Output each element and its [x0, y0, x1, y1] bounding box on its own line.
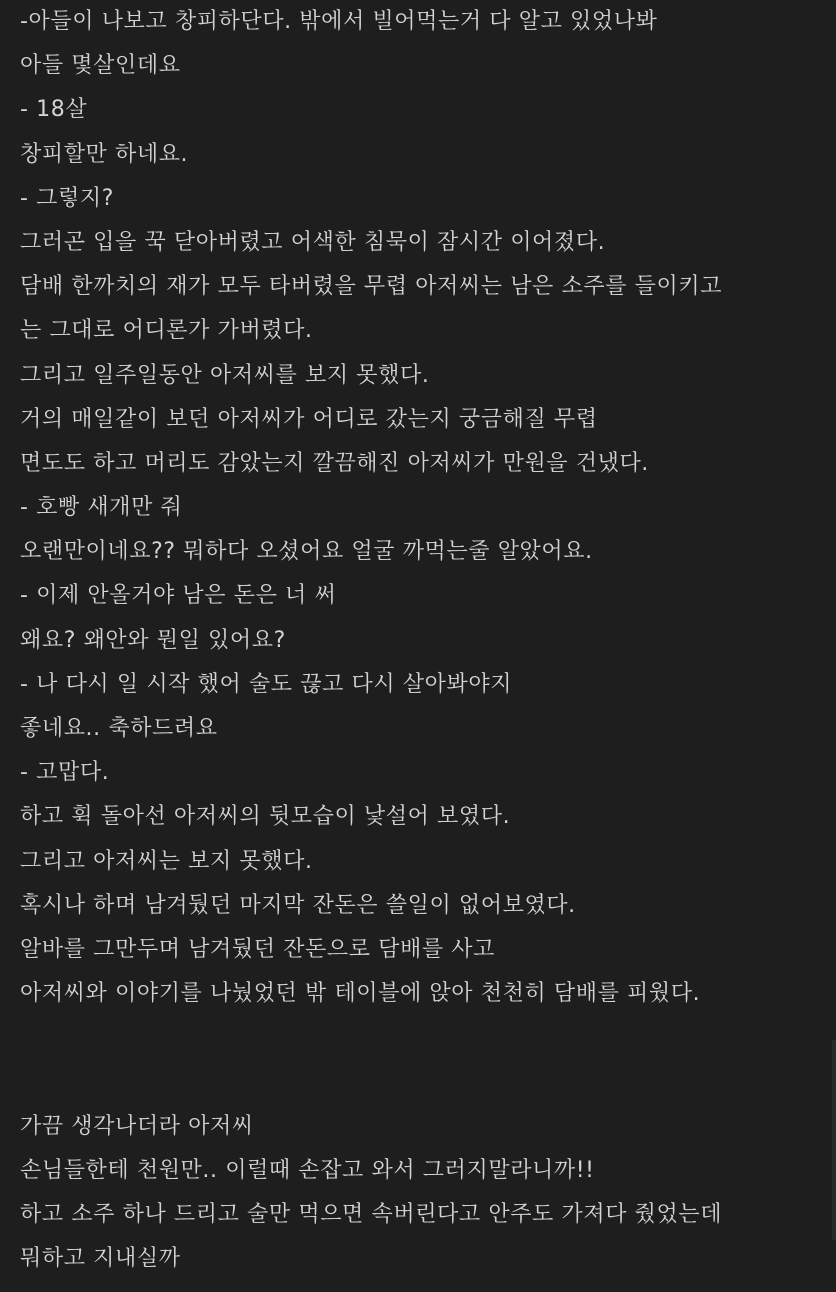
text-line: 가끔 생각나더라 아저씨 [20, 1113, 254, 1139]
text-line: - 호빵 새개만 줘 [20, 495, 183, 521]
text-line: 창피할만 하네요. [20, 141, 189, 167]
paragraph-gap [20, 1016, 830, 1104]
scrollbar-edge [832, 1040, 836, 1240]
text-line: 는 그대로 어디론가 가버렸다. [20, 318, 313, 344]
story-text [20, 0, 830, 1281]
text-line: 뭐하고 지내실까 [20, 1246, 181, 1272]
text-line: - 나 다시 일 시작 했어 술도 끊고 다시 살아봐야지 [20, 671, 513, 697]
text-line: 아들 몇살인데요 [20, 53, 181, 79]
text-line: -아들이 나보고 창피하단다. 밖에서 빌어먹는거 다 알고 있었나봐 [20, 9, 658, 34]
text-line: 면도도 하고 머리도 감았는지 깔끔해진 아저씨가 만원을 건냈다. [20, 450, 649, 476]
text-line: 거의 매일같이 보던 아저씨가 어디로 갔는지 궁금해질 무렵 [20, 406, 598, 432]
text-line: 그리고 일주일동안 아저씨를 보지 못했다. [20, 362, 430, 388]
text-line: - 이제 안올거야 남은 돈은 너 써 [20, 583, 337, 609]
text-line: - 그렇지? [20, 185, 114, 211]
story-paragraph-2 [20, 1105, 830, 1282]
text-line: 좋네요.. 축하드려요 [20, 716, 218, 741]
text-line: 손님들한테 천원만.. 이럴때 손잡고 와서 그러지말라니까!! [20, 1157, 595, 1183]
text-line: 아저씨와 이야기를 나눴었던 밖 테이블에 앉아 천천히 담배를 피웠다. [20, 981, 701, 1007]
text-line: - 18살 [20, 97, 88, 123]
text-line: 하고 휙 돌아선 아저씨의 뒷모습이 낯설어 보였다. [20, 804, 511, 830]
text-line: 그러곤 입을 꾹 닫아버렸고 어색한 침묵이 잠시간 이어졌다. [20, 229, 606, 255]
text-line: 오랜만이네요?? 뭐하다 오셨어요 얼굴 까먹는줄 알았어요. [20, 539, 593, 565]
text-line: 하고 소주 하나 드리고 술만 먹으면 속버린다고 안주도 가져다 줬었는데 [20, 1202, 723, 1228]
story-paragraph-1 [20, 0, 830, 1016]
text-line: 그리고 아저씨는 보지 못했다. [20, 848, 313, 874]
text-line: 왜요? 왜안와 뭔일 있어요? [20, 627, 286, 653]
text-line: 알바를 그만두며 남겨뒀던 잔돈으로 담배를 사고 [20, 936, 496, 962]
text-line: - 고맙다. [20, 760, 110, 786]
text-line: 담배 한까치의 재가 모두 타버렸을 무렵 아저씨는 남은 소주를 들이키고 [20, 274, 723, 300]
text-line: 혹시나 하며 남겨뒀던 마지막 잔돈은 쓸일이 없어보였다. [20, 892, 576, 918]
